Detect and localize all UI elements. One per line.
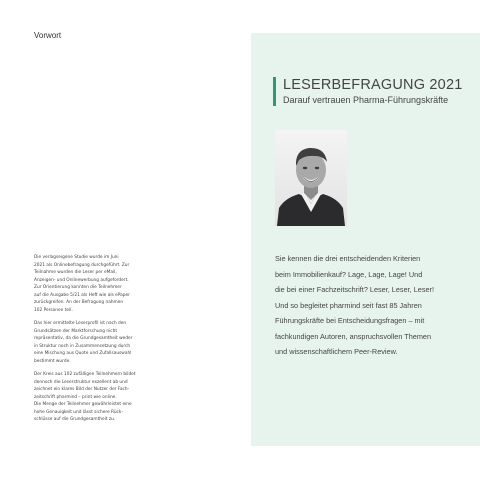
green-panel: [251, 33, 480, 446]
heading-block: [273, 77, 480, 106]
survey-method-text: [34, 254, 156, 430]
survey-paragraph-2: Das hier ermittelte Leserprofil ist nach den Grundsätzen der Marktforschung nicht repräsentativ, da die Grundgesamtheit weder in Struktur noch in Zusammensetzung durch eine Mischung aus Quote und Zufallsauswahl bestimmt wurde.: [34, 321, 133, 364]
page-subtitle: Darauf vertrauen Pharma-Führungskräfte: [283, 95, 449, 105]
portrait-icon: [275, 130, 347, 226]
page-title: LESERBEFRAGUNG 2021: [283, 77, 463, 93]
intro-text: Sie kennen die drei entscheidenden Kriterien beim Immobilienkauf? Lage, Lage, Lage! Und die bei einer Fachzeitschrift? Leser, Leser, Leser! Und so begleitet pharmind seit fast 85 Jahren Führungskräfte bei Entscheidungsfragen – mit fachkundigen Autoren, anspruchsvollen Themen und wissenschaftlichem Peer-Review.: [275, 254, 434, 356]
survey-paragraph-1: Die verlagseigene Studie wurde im Juni 2021 als Onlinebefragung durchgeführt. Zur Teilnahme wurden die Leser per eMail, Anzeigen- und Onlinewerbung aufgefordert. Zur Orientierung konnten die Teilnehmer auf die Ausgabe 5/21 als Heft wie als ePaper zurückgreifen. An der Befragung nahmen 102 Personen teil.: [34, 255, 130, 313]
section-label: Vorwort: [34, 31, 62, 40]
portrait-photo: [275, 130, 347, 226]
survey-paragraph-3: Der Kreis aus 102 zufälligen Teilnehmern bildet dennoch die Leserstruktur exzellent ab und zeichnet ein klares Bild der Nutzer der Fach- zeitschrift pharmind – print wie online. Die Menge der Teilnehmer gewährleistet eine hohe Genauigkeit und lässt sichere Rück- schlüsse auf die Grundgesamtheit zu.: [34, 372, 136, 422]
